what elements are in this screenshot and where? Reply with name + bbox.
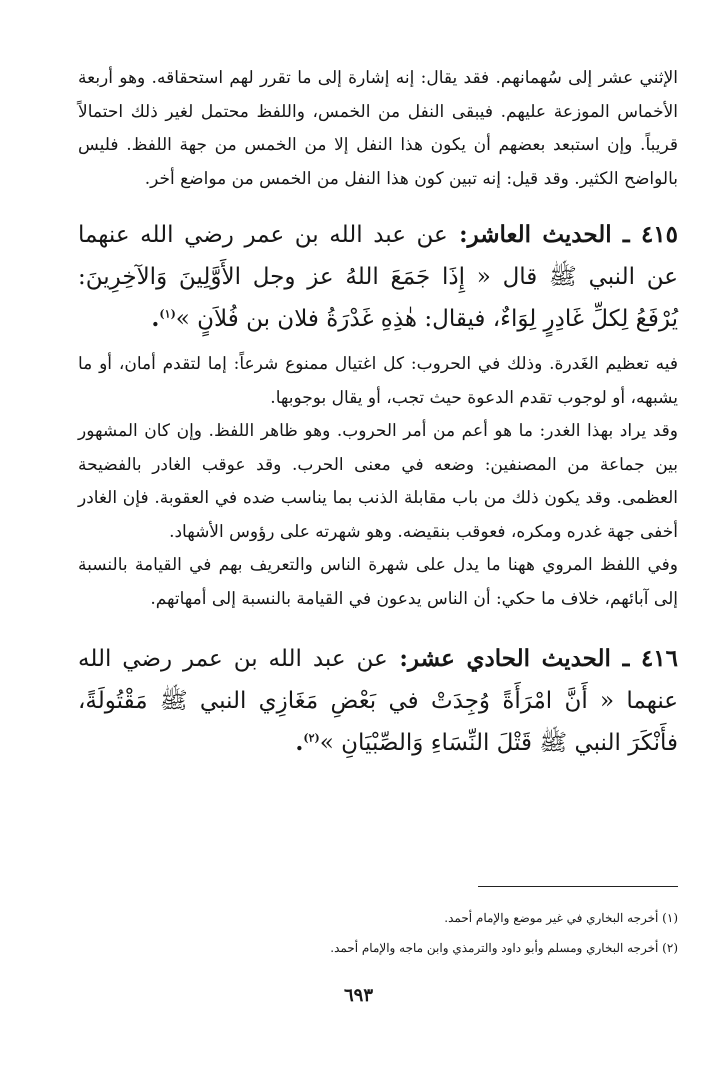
hadith-415-heading: ٤١٥ ـ الحديث العاشر: bbox=[459, 221, 678, 248]
hadith-416 bbox=[78, 638, 678, 764]
hadith-416-text: عن عبد الله بن عمر رضي الله عنهما « أَنَّ امْرَأَةً وُجِدَتْ في بَعْضِ مَغَازِي النبي ﷺ مَقْتُولَةً، فأَنْكَرَ النبي ﷺ قَتْلَ النِّسَاءِ وَالصِّبْيَانِ » bbox=[78, 646, 678, 756]
commentary-paragraph-3: وفي اللفظ المروي ههنا ما يدل على شهرة الناس والتعريف بهم في القيامة بالنسبة إلى آبائهم، خلاف ما حكي: أن الناس يدعون في القيامة بالنسبة إلى أمهاتهم. bbox=[78, 555, 678, 609]
hadith-415 bbox=[78, 214, 678, 340]
footnotes bbox=[120, 903, 678, 963]
commentary-paragraph-1: فيه تعظيم الغَدرة. وذلك في الحروب: كل اغتيال ممنوع شرعاً: إما لتقدم أمان، أو ما يشبهه، أو لوجوب تقدم الدعوة حيث تجب، أو يقال بوجوبها. bbox=[78, 354, 678, 408]
commentary-paragraph-2: وقد يراد بهذا الغدر: ما هو أعم من أمر الحروب. وهو ظاهر اللفظ. وإن كان المشهور بين جماعة من المصنفين: وضعه في معنى الحرب. وقد عوقب الغادر بالفضيحة العظمى. وقد يكون ذلك من باب مقابلة الذنب بما يناسب ضده في العقوبة. فإن الغادر أخفى جهة غدره ومكره، فعوقب بنقيضه. وهو شهرته على رؤوس الأشهاد. bbox=[78, 421, 678, 542]
hadith-415-text: عن عبد الله بن عمر رضي الله عنهما عن النبي ﷺ قال « إِذَا جَمَعَ اللهُ عز وجل الأَوَّلِينَ وَالآخِرِينَ: يُرْفَعُ لِكلِّ غَادِرٍ لِوَاءٌ، فيقال: هٰذِهِ غَدْرَةُ فلان بن فُلاَنٍ » bbox=[78, 222, 678, 332]
hadith-416-heading: ٤١٦ ـ الحديث الحادي عشر: bbox=[399, 645, 679, 672]
page-number: ٦٩٣ bbox=[343, 985, 373, 1006]
page-body bbox=[78, 62, 678, 764]
intro-paragraph: الإثني عشر إلى سُهمانهم. فقد يقال: إنه إشارة إلى ما تقرر لهم استحقاقه. وهو أربعة الأخماس الموزعة عليهم. فيبقى النفل من الخمس، واللفظ محتمل لغير ذلك احتمالاً قريباً. وإن استبعد بعضهم أن يكون هذا النفل إلا من الخمس من جهة اللفظ. فليس بالواضح الكثير. وقد قيل: إنه تبين كون هذا النفل من الخمس من مواضع أخر. bbox=[78, 68, 678, 189]
hadith-416-end: . bbox=[295, 729, 304, 756]
hadith-415-footnote-ref: (١) bbox=[159, 307, 176, 321]
hadith-416-footnote-ref: (٢) bbox=[303, 731, 320, 745]
footnote-divider bbox=[478, 886, 678, 887]
footnote-2: (٢) أخرجه البخاري ومسلم وأبو داود والترمذي وابن ماجه والإمام أحمد. bbox=[330, 941, 678, 955]
footnote-1: (١) أخرجه البخاري في غير موضع والإمام أحمد. bbox=[444, 911, 678, 925]
hadith-415-end: . bbox=[151, 305, 160, 332]
